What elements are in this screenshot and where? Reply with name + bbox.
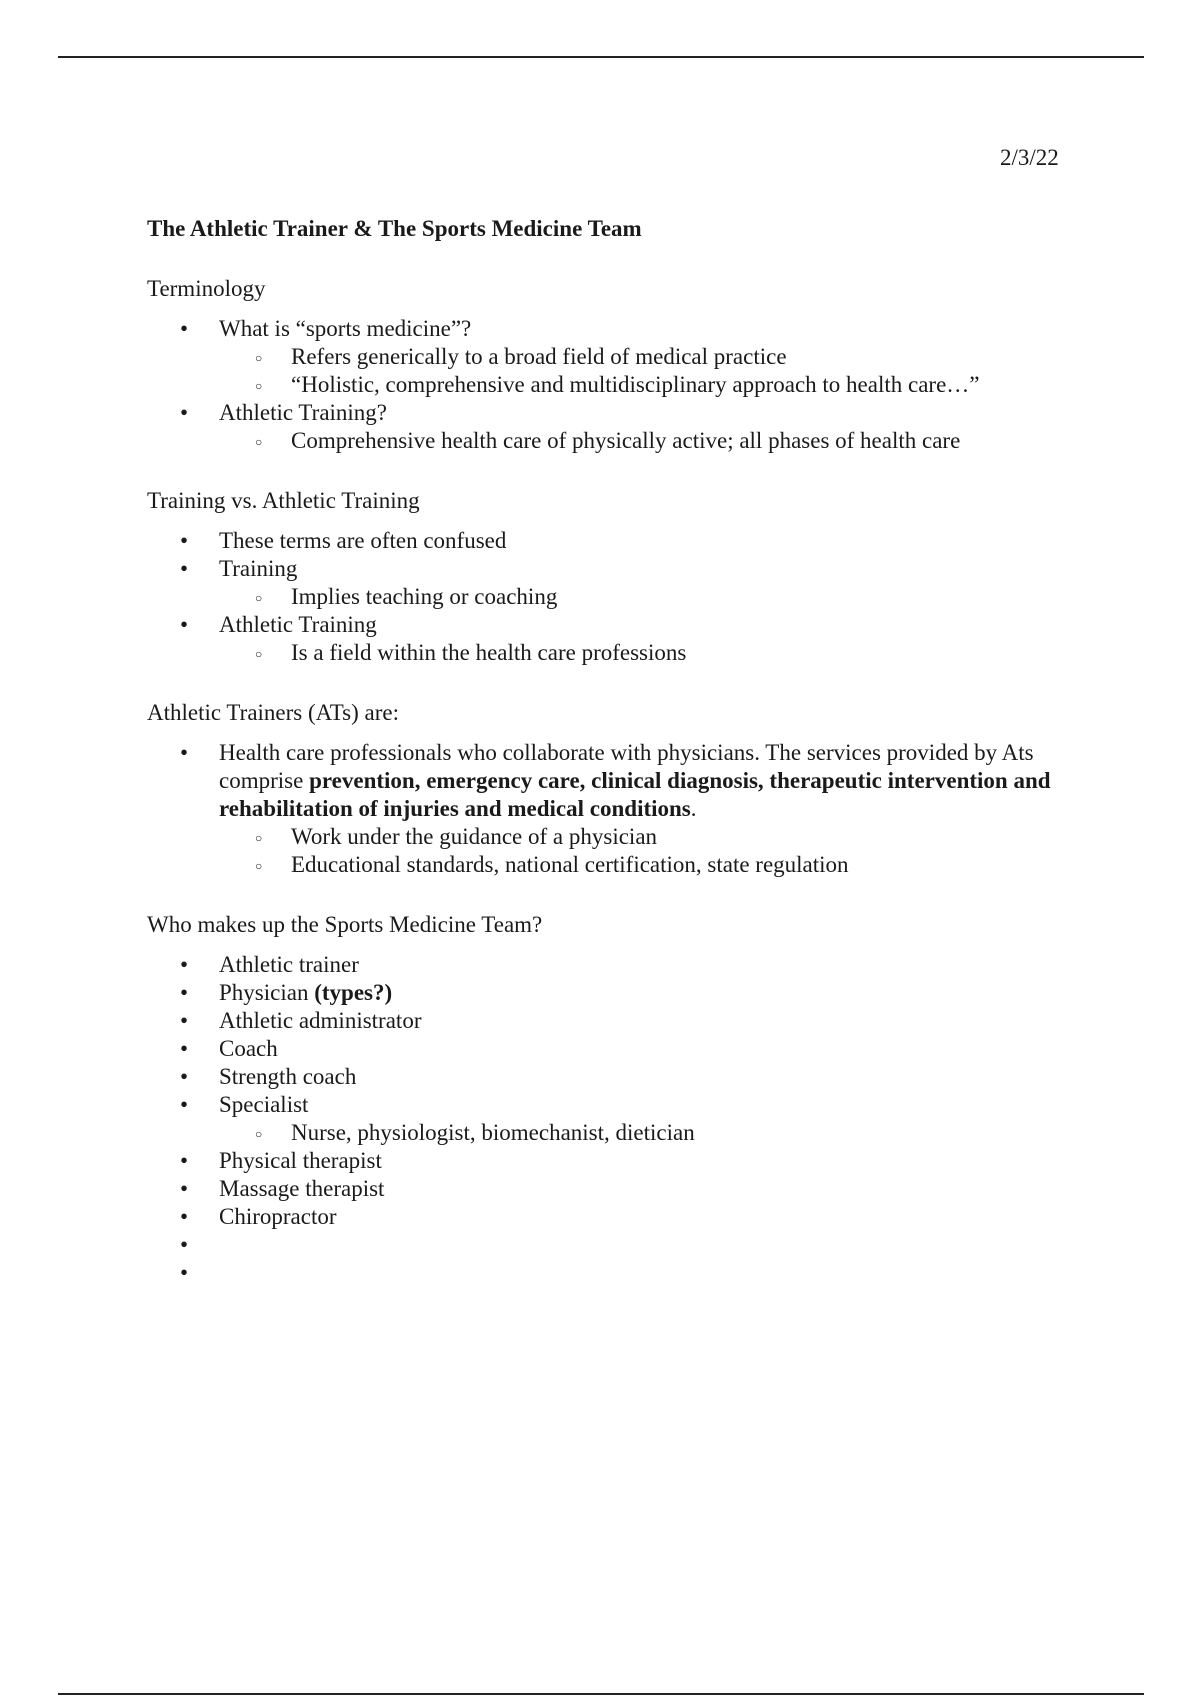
section-terminology bbox=[147, 275, 1097, 455]
list-item-text: What is “sports medicine”? bbox=[219, 316, 472, 341]
sub-list bbox=[219, 639, 1097, 667]
section-heading: Who makes up the Sports Medicine Team? bbox=[147, 912, 543, 937]
sub-list-item: ○ “Holistic, comprehensive and multidisciplinary approach to health care…” bbox=[219, 371, 1097, 399]
sub-list bbox=[219, 823, 1097, 879]
empty-list-item bbox=[147, 1259, 1097, 1287]
list-item: • Strength coach bbox=[147, 1063, 1097, 1091]
list-item: • Massage therapist bbox=[147, 1175, 1097, 1203]
bullet-list bbox=[147, 527, 1097, 667]
section-heading: Training vs. Athletic Training bbox=[147, 488, 420, 513]
list-item bbox=[147, 555, 1097, 611]
sub-list-item: ○ Implies teaching or coaching bbox=[219, 583, 1097, 611]
list-item-bold-text: prevention, emergency care, clinical diagnosis, therapeutic intervention and rehabilitation of injuries and medical conditions bbox=[219, 768, 1051, 821]
list-item-text: Training bbox=[219, 556, 298, 581]
footer-rule bbox=[58, 1693, 1144, 1695]
sub-list-item: ○ Work under the guidance of a physician bbox=[219, 823, 1097, 851]
section-athletic-trainers bbox=[147, 699, 1097, 879]
sub-list bbox=[219, 343, 1097, 399]
list-item: • Athletic trainer bbox=[147, 951, 1097, 979]
document-body bbox=[147, 215, 1097, 1287]
list-item: • Physical therapist bbox=[147, 1147, 1097, 1175]
sub-list-item: ○ Nurse, physiologist, biomechanist, dietician bbox=[219, 1119, 1097, 1147]
document-title: The Athletic Trainer & The Sports Medicine Team bbox=[147, 216, 642, 241]
sub-list bbox=[219, 583, 1097, 611]
section-team bbox=[147, 911, 1097, 1287]
list-item-text: Physician bbox=[219, 980, 315, 1005]
list-item-text: Specialist bbox=[219, 1092, 309, 1117]
list-item bbox=[147, 1091, 1097, 1147]
sub-list-item: ○ Refers generically to a broad field of medical practice bbox=[219, 343, 1097, 371]
list-item: • These terms are often confused bbox=[147, 527, 1097, 555]
bullet-list bbox=[147, 315, 1097, 455]
list-item-bold-text: (types?) bbox=[314, 980, 393, 1005]
list-item bbox=[147, 399, 1097, 455]
document-date: 2/3/22 bbox=[1000, 145, 1059, 170]
sub-list-item: ○ Educational standards, national certification, state regulation bbox=[219, 851, 1097, 879]
section-training-vs bbox=[147, 487, 1097, 667]
list-item: • Coach bbox=[147, 1035, 1097, 1063]
list-item bbox=[147, 739, 1097, 879]
sub-list-item: ○ Is a field within the health care professions bbox=[219, 639, 1097, 667]
list-item-text: Athletic Training bbox=[219, 612, 377, 637]
bullet-list bbox=[147, 739, 1097, 879]
bullet-list bbox=[147, 951, 1097, 1287]
list-item-text-tail: . bbox=[690, 796, 697, 821]
list-item: • Athletic administrator bbox=[147, 1007, 1097, 1035]
sub-list bbox=[219, 1119, 1097, 1147]
section-heading: Athletic Trainers (ATs) are: bbox=[147, 700, 399, 725]
header-rule bbox=[58, 56, 1144, 58]
section-heading: Terminology bbox=[147, 276, 266, 301]
list-item bbox=[147, 315, 1097, 399]
list-item bbox=[147, 979, 1097, 1007]
list-item-text: Health care professionals who collaborate with physicians. The services provided by Ats comprise bbox=[219, 740, 1034, 793]
sub-list-item: ○ Comprehensive health care of physically active; all phases of health care bbox=[219, 427, 1097, 455]
sub-list bbox=[219, 427, 1097, 455]
list-item bbox=[147, 611, 1097, 667]
list-item-text: Athletic Training? bbox=[219, 400, 388, 425]
empty-list-item bbox=[147, 1231, 1097, 1259]
list-item: • Chiropractor bbox=[147, 1203, 1097, 1231]
